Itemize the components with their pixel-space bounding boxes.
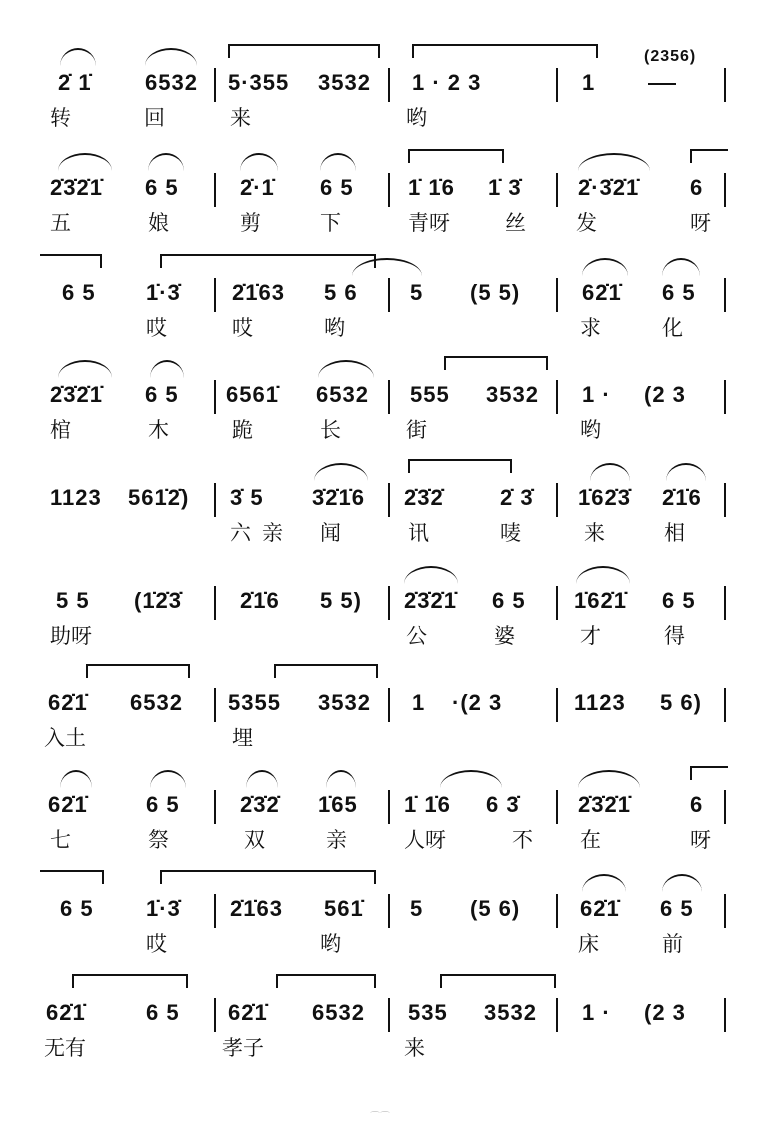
phrase-bracket [160, 254, 376, 268]
lyric: 得 [664, 624, 685, 648]
lyric: 人呀 [404, 828, 446, 852]
phrase-bracket [690, 766, 728, 780]
note-group: 62̇1̇ [48, 792, 88, 817]
slur [582, 258, 628, 276]
note-group: 6532 [312, 1000, 365, 1025]
note-group: ·(2 3 [452, 690, 503, 715]
lyric: 来 [404, 1036, 425, 1060]
note-group: 1̇·3̇ [146, 280, 181, 305]
note-group: 2̇1̇6 [240, 588, 280, 613]
barline [724, 586, 726, 620]
barline [724, 894, 726, 928]
note-group: 561̇ [324, 896, 364, 921]
barline [388, 278, 390, 312]
lyric: 公 [406, 624, 427, 648]
barline [388, 790, 390, 824]
slur [240, 153, 278, 171]
phrase-bracket [408, 149, 504, 163]
slur [666, 463, 706, 481]
note-group: (2356) [644, 48, 697, 65]
lyric: 来 [230, 106, 251, 130]
lyric: 跪 [232, 418, 253, 442]
lyric: 转 [50, 106, 71, 130]
note-group: 6 3̇ [486, 792, 520, 817]
phrase-bracket [228, 44, 380, 58]
slur [662, 874, 702, 892]
note-group: 5 5) [320, 588, 362, 613]
phrase-bracket [40, 254, 102, 268]
lyric: 埋 [232, 726, 253, 750]
phrase-bracket [408, 459, 512, 473]
lyric: 回 [144, 106, 165, 130]
lyric: 六 [230, 521, 251, 545]
lyric: 相 [664, 521, 685, 545]
barline [214, 278, 216, 312]
note-group: 555 [410, 382, 450, 407]
lyric: 木 [148, 418, 169, 442]
lyric: 街 [406, 418, 427, 442]
note-group: 1 · [582, 382, 611, 407]
barline [724, 483, 726, 517]
lyric: 哎 [232, 316, 253, 340]
barline [214, 68, 216, 102]
note-group: 2̇·3̇2̇1̇ [578, 175, 640, 200]
slur [578, 153, 650, 171]
note-group: 6 5 [146, 792, 180, 817]
lyric: 呀 [690, 828, 711, 852]
slur [318, 360, 374, 378]
lyric: 棺 [50, 418, 71, 442]
lyric: 求 [580, 316, 601, 340]
lyric: 入土 [44, 726, 86, 750]
note-group: 62̇1̇ [48, 690, 88, 715]
lyric: 唛 [500, 521, 521, 545]
note-group: 2̇3̇2̇1̇ [50, 382, 103, 407]
note-group: 2̇3̇2̇1̇ [578, 792, 631, 817]
lyric: 哟 [406, 106, 427, 130]
lyric: 来 [584, 521, 605, 545]
lyric: 哟 [320, 932, 341, 956]
barline [724, 688, 726, 722]
note-group: 1 · 2 3 [412, 70, 482, 95]
slur [404, 566, 458, 584]
barline [388, 998, 390, 1032]
lyric: 祭 [148, 828, 169, 852]
slur [326, 770, 356, 788]
lyric: 长 [320, 418, 341, 442]
note-group: 6532 [316, 382, 369, 407]
lyric: 化 [662, 316, 683, 340]
note-group: 1123 [50, 485, 102, 510]
note-group: 6 5 [145, 382, 179, 407]
note-group: (2 3 [644, 382, 686, 407]
note-group: 1123 [574, 690, 626, 715]
barline [556, 68, 558, 102]
slur [58, 153, 112, 171]
note-group: 535 [408, 1000, 448, 1025]
note-group: 1̇62̇1̇ [574, 588, 627, 613]
lyric: 哎 [146, 932, 167, 956]
lyric: 呀 [690, 211, 711, 235]
barline [214, 688, 216, 722]
phrase-bracket [444, 356, 548, 370]
lyric: 发 [576, 211, 597, 235]
phrase-bracket [412, 44, 598, 58]
note-group: 2̇1̇63 [230, 896, 283, 921]
note-group: 1̇ 1̇6 [408, 175, 455, 200]
barline [214, 790, 216, 824]
score-system [0, 558, 772, 662]
note-group: 62̇1̇ [46, 1000, 86, 1025]
note-group: 6 5 [660, 896, 694, 921]
barline [724, 380, 726, 414]
lyric: 剪 [240, 211, 261, 235]
barline [214, 894, 216, 928]
note-group: 6 5 [146, 1000, 180, 1025]
note-group: 5 6) [660, 690, 702, 715]
lyric: 娘 [148, 211, 169, 235]
slur [662, 258, 700, 276]
barline [388, 68, 390, 102]
lyric: 才 [580, 624, 601, 648]
slur [150, 770, 186, 788]
barline [556, 586, 558, 620]
barline [556, 278, 558, 312]
note-group: 2̇·1̇ [240, 175, 275, 200]
note-group: 6 [690, 175, 704, 200]
note-group: 3532 [486, 382, 539, 407]
phrase-bracket [276, 974, 376, 988]
lyric: 下 [320, 211, 341, 235]
note-group: (5 6) [470, 896, 521, 921]
barline [724, 173, 726, 207]
slur [60, 48, 96, 66]
barline [214, 173, 216, 207]
note-group: 5·355 [228, 70, 290, 95]
lyric: 讯 [408, 521, 429, 545]
note-group: 1̇65 [318, 792, 358, 817]
slur [320, 153, 356, 171]
note-group: 6 5 [62, 280, 96, 305]
barline [556, 688, 558, 722]
barline [724, 68, 726, 102]
lyric: 七 [50, 828, 71, 852]
barline [388, 380, 390, 414]
note-group: (1̇2̇3̇ [134, 588, 183, 613]
score-system [0, 250, 772, 354]
note-group: 6532 [145, 70, 198, 95]
note-group: 1 [582, 70, 596, 95]
barline [388, 173, 390, 207]
score-system [0, 352, 772, 456]
barline [388, 688, 390, 722]
note-group: 6 5 [320, 175, 354, 200]
slur [60, 770, 92, 788]
note-group: 2̇1̇6 [662, 485, 702, 510]
slur [145, 48, 197, 66]
note-group: 1̇ 3̇ [488, 175, 522, 200]
lyric: 闻 [320, 521, 341, 545]
note-group: 1̇ 1̇6 [404, 792, 451, 817]
barline [214, 586, 216, 620]
barline [388, 483, 390, 517]
slur [314, 463, 368, 481]
note-group: 2̇3̇2̇ [404, 485, 444, 510]
slur [246, 770, 278, 788]
barline [724, 790, 726, 824]
note-group: 2̇ 1̇ [58, 70, 92, 95]
slur [582, 874, 626, 892]
note-group: 3532 [484, 1000, 537, 1025]
phrase-bracket [160, 870, 376, 884]
slur [576, 566, 630, 584]
barline [556, 483, 558, 517]
phrase-bracket [72, 974, 188, 988]
barline [388, 894, 390, 928]
phrase-bracket [440, 974, 556, 988]
note-group: 561̇2̇) [128, 485, 190, 510]
note-group: 5 6 [324, 280, 358, 305]
note-group: 1 [412, 690, 426, 715]
note-group: 62̇1̇ [228, 1000, 268, 1025]
lyric: 哎 [146, 316, 167, 340]
score-system [0, 660, 772, 764]
lyric: 双 [244, 828, 265, 852]
note-group: 5 5 [56, 588, 90, 613]
note-group: 2̇3̇2̇ [240, 792, 280, 817]
slur [150, 360, 184, 378]
lyric: 婆 [494, 624, 515, 648]
note-group: 6 5 [60, 896, 94, 921]
note-group: 6 5 [662, 588, 696, 613]
phrase-bracket [274, 664, 378, 678]
note-group: 5355 [228, 690, 281, 715]
slur [590, 463, 630, 481]
dash-line [648, 83, 676, 85]
phrase-bracket [690, 149, 728, 163]
note-group: 1 · [582, 1000, 611, 1025]
slur [58, 360, 112, 378]
lyric: 无有 [44, 1036, 86, 1060]
lyric: 青呀 [408, 211, 450, 235]
barline [214, 483, 216, 517]
barline [388, 586, 390, 620]
lyric: 孝子 [222, 1036, 264, 1060]
phrase-bracket [86, 664, 190, 678]
lyric: 不 [512, 828, 533, 852]
note-group: 3532 [318, 70, 371, 95]
note-group: 3̇ 5 [230, 485, 264, 510]
lyric: 哟 [324, 316, 345, 340]
note-group: 62̇1̇ [580, 896, 620, 921]
note-group: 2̇1̇63 [232, 280, 285, 305]
note-group: 6 5 [662, 280, 696, 305]
barline [556, 894, 558, 928]
note-group: (5 5) [470, 280, 521, 305]
lyric: 丝 [505, 211, 526, 235]
page-ornament: ⌒⌒ [370, 1112, 390, 1123]
note-group: 1̇·3̇ [146, 896, 181, 921]
barline [214, 380, 216, 414]
slur [440, 770, 502, 788]
note-group: 2̇ 3̇ [500, 485, 534, 510]
lyric: 助呀 [50, 624, 92, 648]
barline [556, 790, 558, 824]
barline [214, 998, 216, 1032]
note-group: 1̇62̇3̇ [578, 485, 631, 510]
note-group: 6 5 [492, 588, 526, 613]
score-system [0, 40, 772, 144]
note-group: 2̇3̇2̇1̇ [50, 175, 103, 200]
lyric: 亲 [262, 521, 283, 545]
note-group: 5 [410, 896, 424, 921]
score-system [0, 762, 772, 866]
note-group: 6561̇ [226, 382, 279, 407]
note-group: 62̇1̇ [582, 280, 622, 305]
note-group: 6 [690, 792, 704, 817]
score-system [0, 970, 772, 1074]
barline [556, 998, 558, 1032]
barline [556, 380, 558, 414]
lyric: 在 [580, 828, 601, 852]
lyric: 前 [662, 932, 683, 956]
note-group: 3532 [318, 690, 371, 715]
note-group: 6532 [130, 690, 183, 715]
note-group: 3̇2̇1̇6 [312, 485, 365, 510]
barline [724, 278, 726, 312]
note-group: 2̇3̇2̇1̇ [404, 588, 457, 613]
lyric: 床 [578, 932, 599, 956]
note-group: 6 5 [145, 175, 179, 200]
phrase-bracket [40, 870, 104, 884]
lyric: 五 [50, 211, 71, 235]
slur [148, 153, 184, 171]
barline [724, 998, 726, 1032]
note-group: (2 3 [644, 1000, 686, 1025]
note-group: 5 [410, 280, 424, 305]
lyric: 哟 [580, 418, 601, 442]
score-system [0, 455, 772, 559]
lyric: 亲 [326, 828, 347, 852]
slur [578, 770, 640, 788]
score-system [0, 145, 772, 249]
barline [556, 173, 558, 207]
score-system [0, 866, 772, 970]
